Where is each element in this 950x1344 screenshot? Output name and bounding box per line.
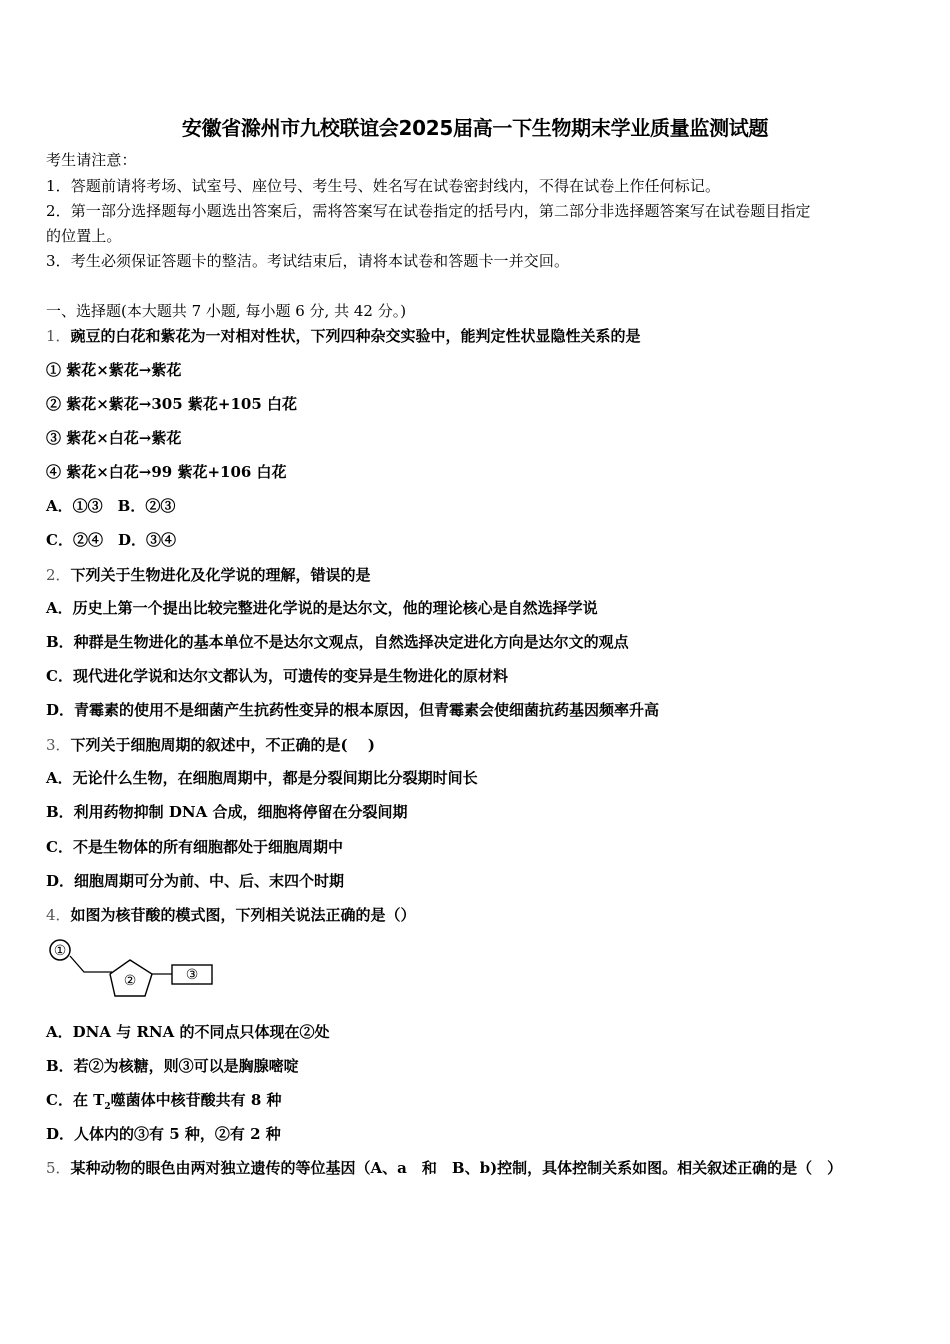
- page-title: 安徽省滁州市九校联谊会2025届高一下生物期末学业质量监测试题: [181, 116, 769, 140]
- notice-item-3: 3．考生必须保证答题卡的整洁。考试结束后，请将本试卷和答题卡一并交回。: [46, 252, 570, 270]
- q3-option-b: B．利用药物抑制 DNA 合成，细胞将停留在分裂间期: [46, 803, 408, 821]
- section-heading: 一、选择题(本大题共 7 小题, 每小题 6 分, 共 42 分。): [46, 302, 407, 320]
- question-5: [46, 1158, 842, 1178]
- q1-options-row-1: A．①③ B．②③: [46, 497, 176, 515]
- question-number: 2．: [46, 566, 71, 584]
- q1-item-3: ③ 紫花×白花→紫花: [46, 429, 182, 447]
- q1-item-2: ② 紫花×紫花→305 紫花+105 白花: [46, 395, 297, 413]
- question-number: 3．: [46, 736, 71, 754]
- q3-option-d: D．细胞周期可分为前、中、后、末四个时期: [46, 872, 345, 890]
- question-1: [46, 326, 641, 346]
- q4-option-d: D．人体内的③有 5 种，②有 2 种: [46, 1125, 281, 1143]
- question-2: [46, 565, 371, 585]
- question-stem: 下列关于细胞周期的叙述中，不正确的是( ): [70, 736, 375, 754]
- q1-item-4: ④ 紫花×白花→99 紫花+106 白花: [46, 463, 287, 481]
- question-stem: 豌豆的白花和紫花为一对相对性状，下列四种杂交实验中，能判定性状显隐性关系的是: [70, 327, 641, 345]
- q4-option-c: [46, 1090, 281, 1117]
- question-stem: 某种动物的眼色由两对独立遗传的等位基因（A、a 和 B、b)控制，具体控制关系如图。相关叙述正确的是（ ）: [70, 1159, 843, 1177]
- phosphate-link: [70, 956, 112, 972]
- notice-item-2-cont: 的位置上。: [46, 227, 122, 245]
- q1-item-1: ① 紫花×紫花→紫花: [46, 361, 182, 379]
- label-phosphate: ①: [53, 943, 67, 959]
- question-stem: 如图为核苷酸的模式图，下列相关说法正确的是（）: [70, 906, 416, 924]
- question-number: 4．: [46, 906, 71, 924]
- notice-item-2: 2．第一部分选择题每小题选出答案后，需将答案写在试卷指定的括号内，第二部分非选择题答案写在试卷题目指定: [46, 202, 811, 220]
- q4-option-b: B．若②为核糖，则③可以是胸腺嘧啶: [46, 1057, 299, 1075]
- option-c-prefix: C．在 T: [46, 1091, 105, 1109]
- option-c-rest: 噬菌体中核苷酸共有 8 种: [110, 1091, 282, 1109]
- label-base: ③: [185, 967, 199, 983]
- question-3: [46, 735, 375, 755]
- notice-heading: 考生请注意：: [46, 151, 137, 169]
- question-stem: 下列关于生物进化及化学说的理解，错误的是: [70, 566, 371, 584]
- nucleotide-diagram: [44, 936, 224, 1002]
- notice-item-1: 1．答题前请将考场、试室号、座位号、考生号、姓名写在试卷密封线内，不得在试卷上作任何标记。: [46, 177, 721, 195]
- q2-option-a: A．历史上第一个提出比较完整进化学说的是达尔文，他的理论核心是自然选择学说: [46, 599, 598, 617]
- question-number: 1．: [46, 327, 71, 345]
- q3-option-a: A．无论什么生物，在细胞周期中，都是分裂间期比分裂期时间长: [46, 769, 478, 787]
- q4-option-a: A．DNA 与 RNA 的不同点只体现在②处: [46, 1023, 330, 1041]
- q3-option-c: C．不是生物体的所有细胞都处于细胞周期中: [46, 838, 343, 856]
- q1-options-row-2: C．②④ D．③④: [46, 531, 176, 549]
- q2-option-d: D．青霉素的使用不是细菌产生抗药性变异的根本原因，但青霉素会使细菌抗药基因频率升高: [46, 701, 660, 719]
- subscript-2: 2: [104, 1102, 111, 1112]
- question-4: [46, 905, 416, 925]
- label-pentose: ②: [123, 973, 137, 989]
- q2-option-c: C．现代进化学说和达尔文都认为，可遗传的变异是生物进化的原材料: [46, 667, 508, 685]
- question-number: 5．: [46, 1159, 71, 1177]
- q2-option-b: B．种群是生物进化的基本单位不是达尔文观点，自然选择决定进化方向是达尔文的观点: [46, 633, 629, 651]
